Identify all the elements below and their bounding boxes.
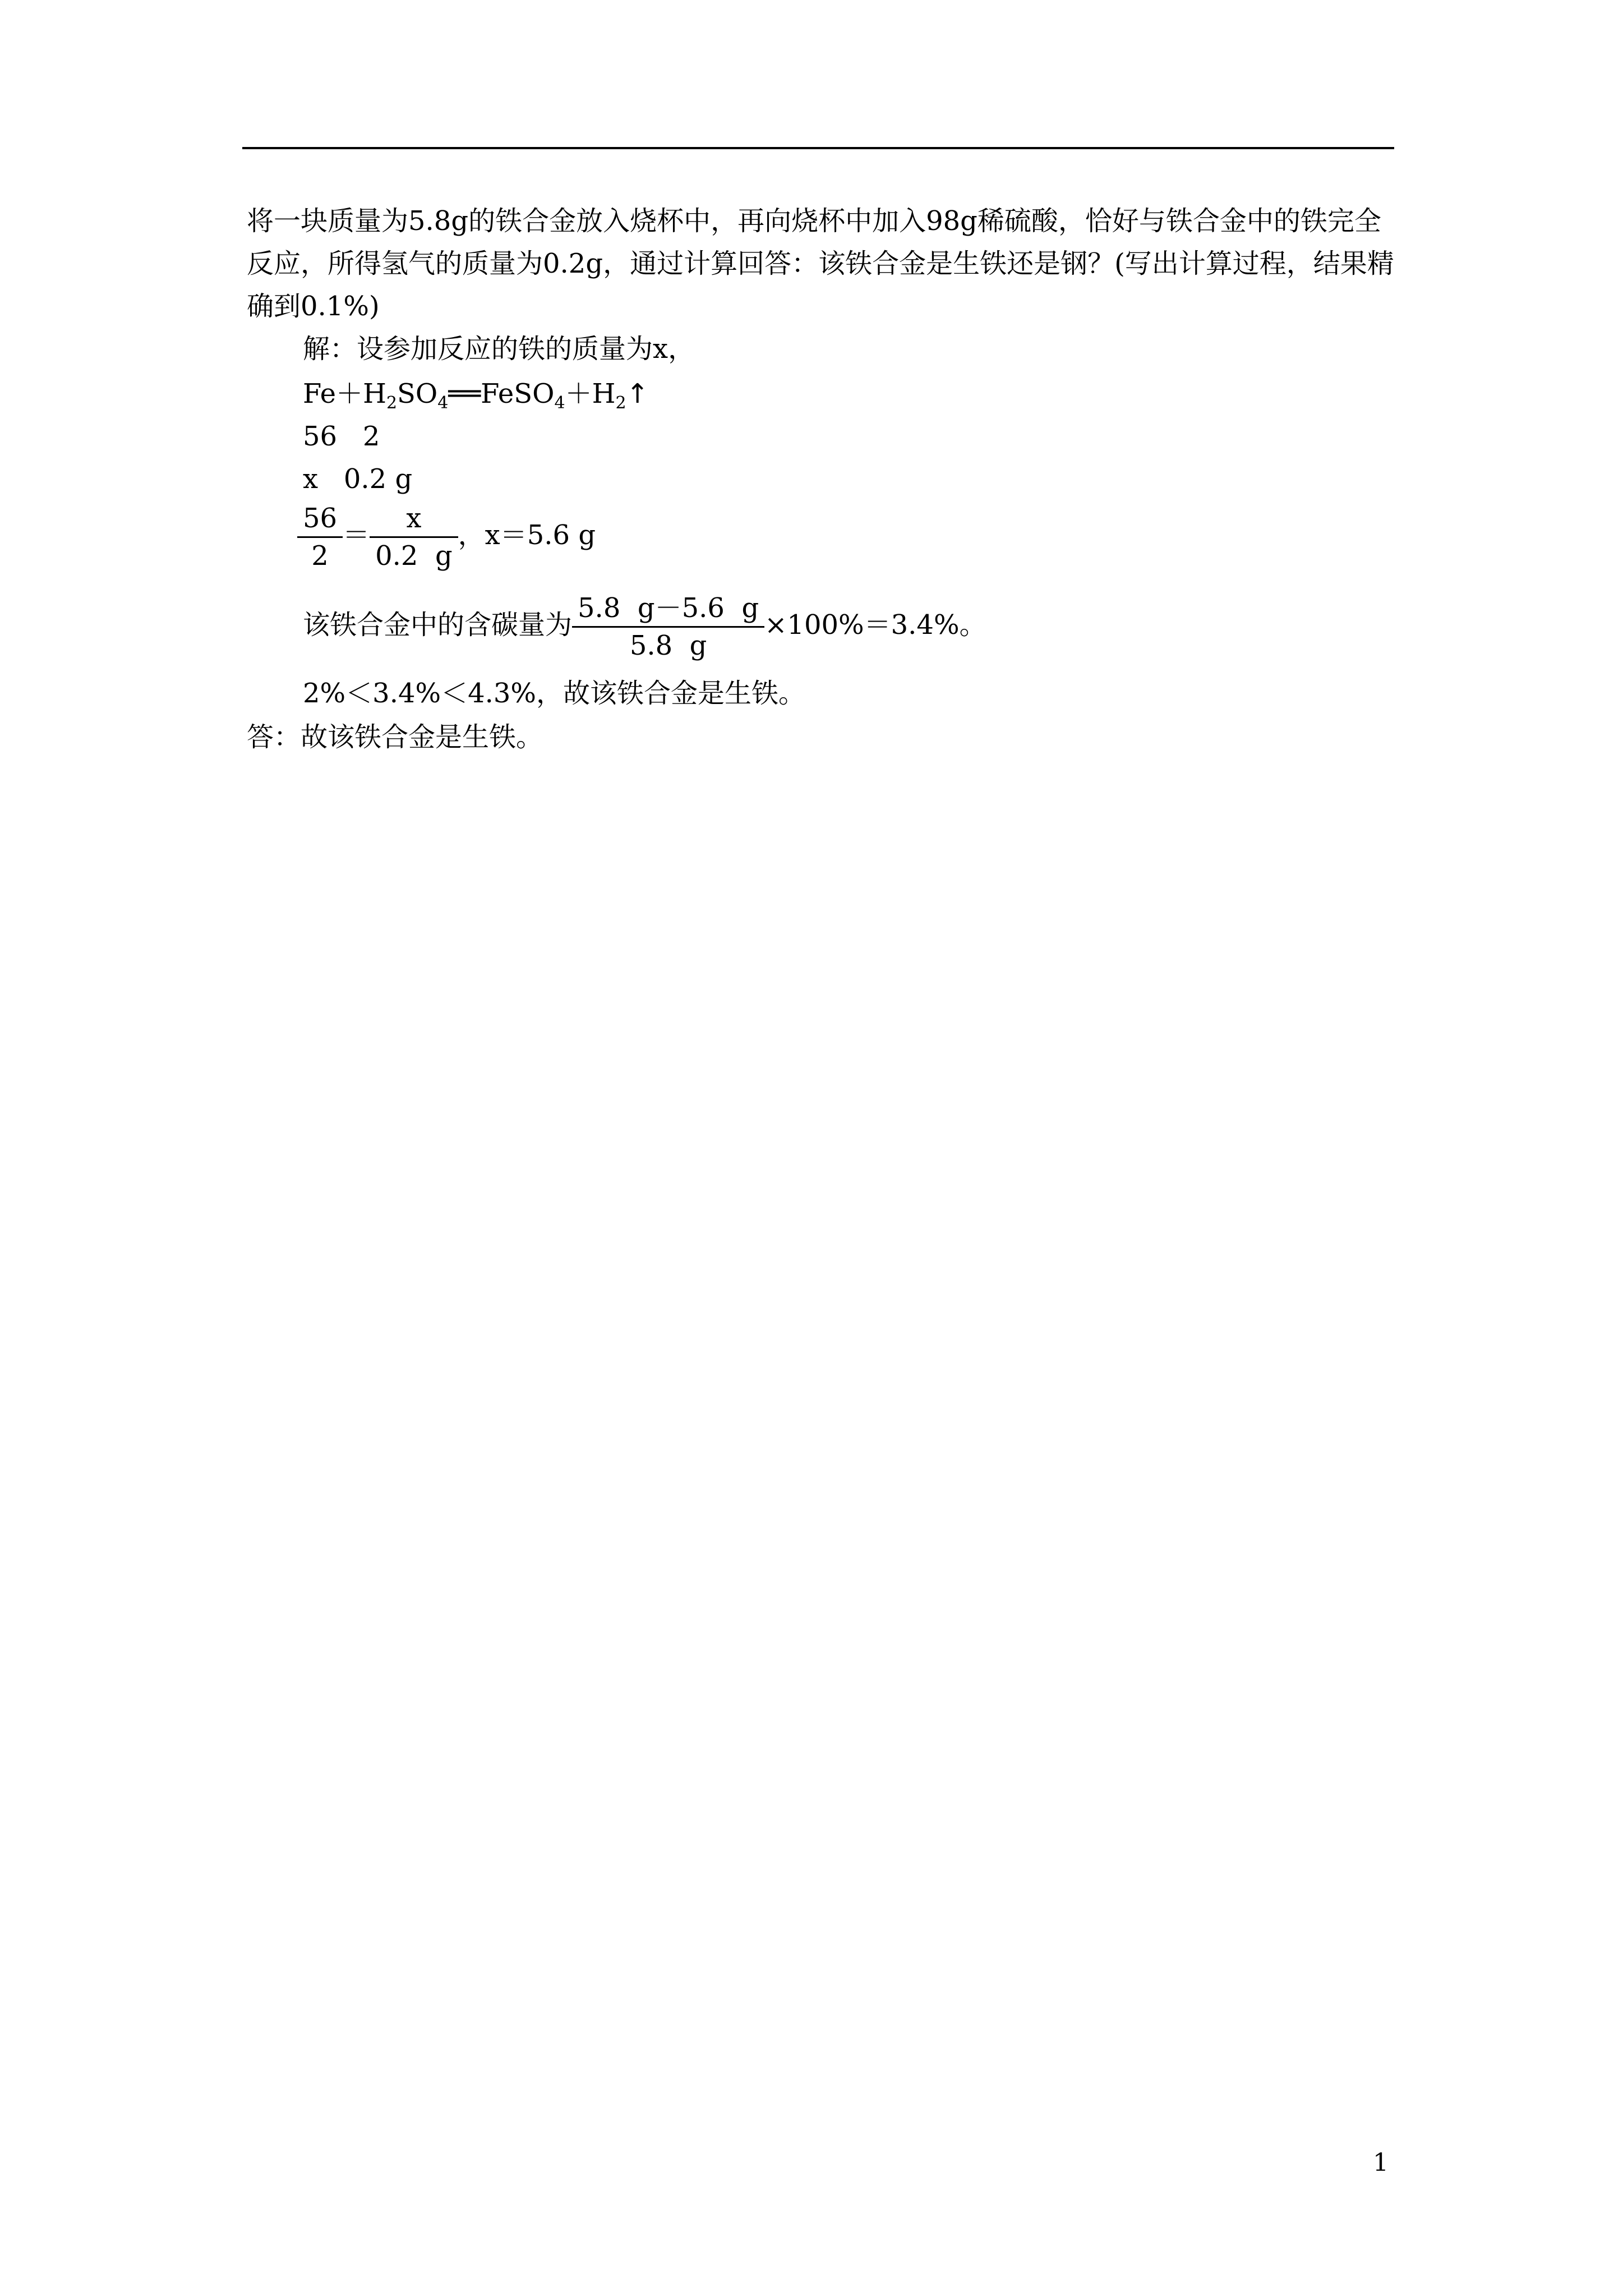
fraction-right-num: x [370,500,458,538]
fraction-right-den: 0.2 g [375,540,453,572]
carbon-fraction-num: 5.8 g－5.6 g [572,590,764,628]
eq-plus-h: ＋H [565,378,616,409]
carbon-suffix: ×100%＝3.4%。 [764,609,986,641]
eq-sub-4: 2 [615,393,626,413]
header-rule [242,147,1394,149]
equals-sign: ＝ [343,519,370,551]
eq-fe: Fe＋H [303,378,386,409]
eq-sub-1: 2 [386,393,398,413]
carbon-content [303,590,986,664]
answer: 答：故该铁合金是生铁。 [247,721,543,753]
solution-setup: 解：设参加反应的铁的质量为x， [303,333,695,365]
page-number: 1 [1373,2148,1389,2177]
eq-sub-3: 4 [554,393,565,413]
carbon-fraction-den: 5.8 g [629,630,707,661]
problem-text: 将一块质量为5.8g的铁合金放入烧杯中，再向烧杯中加入98g稀硫酸，恰好与铁合金中的铁完全反应，所得氢气的质量为0.2g，通过计算回答：该铁合金是生铁还是钢？(写出计算过程，结果精确到0.1%) [247,205,1394,322]
fraction-left-num: 56 [297,500,343,538]
ratio-row-1: 56 2 [303,421,380,452]
eq-so: SO [397,378,438,409]
carbon-fraction [572,590,764,664]
eq-equals: ══ [448,378,481,409]
fraction-right [370,500,458,574]
carbon-prefix: 该铁合金中的含碳量为 [303,609,573,641]
fraction-left [297,500,343,574]
proportion-result: ，x＝5.6 g [458,519,596,551]
conclusion: 2%＜3.4%＜4.3%，故该铁合金是生铁。 [303,678,806,709]
up-arrow-icon: ↑ [626,378,649,409]
eq-feso: FeSO [481,378,555,409]
proportion [297,500,596,574]
eq-sub-2: 4 [437,393,449,413]
fraction-left-den: 2 [311,540,329,572]
ratio-row-2: x 0.2 g [303,463,413,495]
